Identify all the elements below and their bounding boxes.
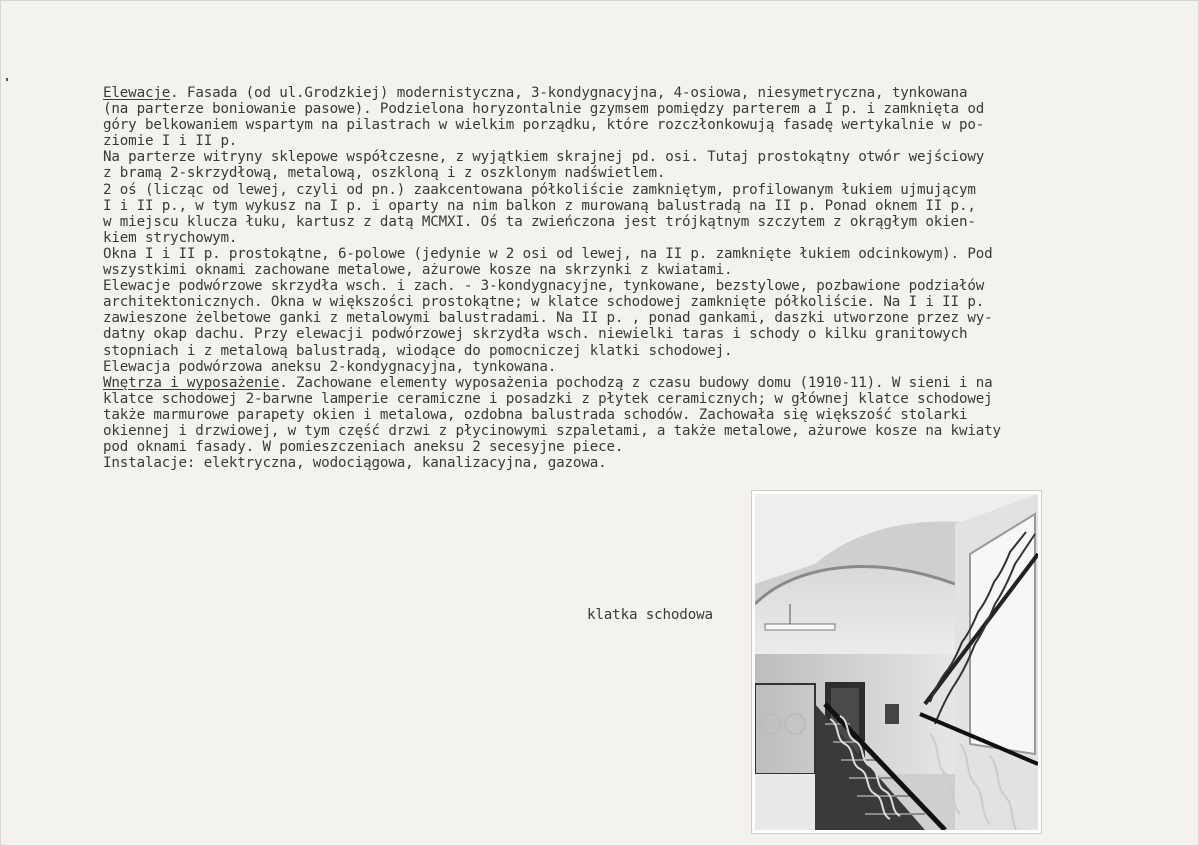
text-line	[103, 149, 1183, 165]
photo-frame	[752, 491, 1041, 833]
text-line	[103, 101, 1183, 117]
line-text: Okna I i II p. prostokątne, 6-polowe (jedynie w 2 osi od lewej, na II p. zamknięte łukiem odcinkowym). Pod	[103, 245, 993, 262]
text-line	[103, 375, 1183, 391]
text-line	[103, 439, 1183, 455]
text-line	[103, 246, 1183, 262]
text-line	[103, 85, 1183, 101]
body-text	[103, 85, 1183, 471]
line-text: także marmurowe parapety okien i metalowa, ozdobna balustrada schodów. Zachowała się większość stolarki	[103, 406, 968, 423]
text-line	[103, 214, 1183, 230]
line-text: z bramą 2-skrzydłową, metalową, oszkloną i z oszklonym nadświetlem.	[103, 165, 666, 182]
text-line	[103, 117, 1183, 133]
line-text: 2 oś (licząc od lewej, czyli od pn.) zaakcentowana półkoliście zamkniętym, profilowanym łukiem ujmującym	[103, 181, 976, 198]
line-text: Na parterze witryny sklepowe współczesne, z wyjątkiem skrajnej pd. osi. Tutaj prostokątny otwór wejściowy	[103, 149, 985, 166]
line-text: wszystkimi oknami zachowane metalowe, ażurowe kosze na skrzynki z kwiatami.	[103, 262, 733, 279]
line-text: architektonicznych. Okna w większości prostokątne; w klatce schodowej zamknięte półkoliście. Na I i II p.	[103, 294, 985, 311]
text-line	[103, 310, 1183, 326]
line-text: ziomie I i II p.	[103, 133, 238, 150]
text-line	[103, 326, 1183, 342]
staircase-illustration	[755, 494, 1038, 830]
line-text: datny okap dachu. Przy elewacji podwórzowej skrzydła wsch. niewielki taras i schody o kilku granitowych	[103, 326, 968, 343]
text-line	[103, 230, 1183, 246]
text-line	[103, 359, 1183, 375]
text-line	[103, 133, 1183, 149]
text-line	[103, 343, 1183, 359]
margin-mark	[6, 78, 8, 81]
line-text: I i II p., w tym wykusz na I p. i oparty na nim balkon z murowaną balustradą na II p. Ponad oknem II p.,	[103, 197, 976, 214]
staircase-photo	[755, 494, 1038, 830]
text-line	[103, 455, 1183, 471]
text-line	[103, 198, 1183, 214]
line-text: Instalacje: elektryczna, wodociągowa, kanalizacyjna, gazowa.	[103, 455, 607, 472]
line-text: . Fasada (od ul.Grodzkiej) modernistyczna, 3-kondygnacyjna, 4-osiowa, niesymetryczna, tynkowana	[170, 85, 968, 101]
line-text: góry belkowaniem wspartym na pilastrach w wielkim porządku, które rozczłonkowują fasadę wertykalnie w po-	[103, 117, 985, 134]
text-line	[103, 165, 1183, 181]
line-text: Elewacja podwórzowa aneksu 2-kondygnacyjna, tynkowana.	[103, 358, 557, 375]
line-text: klatce schodowej 2-barwne lamperie ceramiczne i posadzki z płytek ceramicznych; w głównej klatce schodowej	[103, 390, 993, 407]
line-text: kiem strychowym.	[103, 229, 238, 246]
text-line	[103, 294, 1183, 310]
photo-caption: klatka schodowa	[587, 607, 713, 623]
text-line	[103, 407, 1183, 423]
text-line	[103, 262, 1183, 278]
line-text: . Zachowane elementy wyposażenia pochodzą z czasu budowy domu (1910-11). W sieni i na	[279, 374, 993, 391]
text-line	[103, 391, 1183, 407]
text-line	[103, 182, 1183, 198]
line-text: pod oknami fasady. W pomieszczeniach aneksu 2 secesyjne piece.	[103, 439, 624, 456]
line-text: stopniach i z metalową balustradą, wiodące do pomocniczej klatki schodowej.	[103, 342, 733, 359]
line-text: w miejscu klucza łuku, kartusz z datą MCMXI. Oś ta zwieńczona jest trójkątnym szczytem z okrągłym okien-	[103, 213, 976, 230]
line-text: okiennej i drzwiowej, w tym część drzwi z płycinowymi szpaletami, a także metalowe, ażurowe kosze na kwiaty	[103, 422, 1001, 439]
text-line	[103, 423, 1183, 439]
section-heading: Elewacje	[103, 85, 171, 101]
line-text: Elewacje podwórzowe skrzydła wsch. i zach. - 3-kondygnacyjne, tynkowane, bezstylowe, pozbawione podziałów	[103, 278, 985, 295]
text-line	[103, 278, 1183, 294]
line-text: zawieszone żelbetowe ganki z metalowymi balustradami. Na II p. , ponad gankami, daszki utworzone przez wy-	[103, 310, 993, 327]
line-text: (na parterze boniowanie pasowe). Podzielona horyzontalnie gzymsem pomiędzy parterem a I p. i zamknięta od	[103, 101, 985, 118]
section-heading: Wnętrza i wyposażenie	[103, 374, 280, 391]
